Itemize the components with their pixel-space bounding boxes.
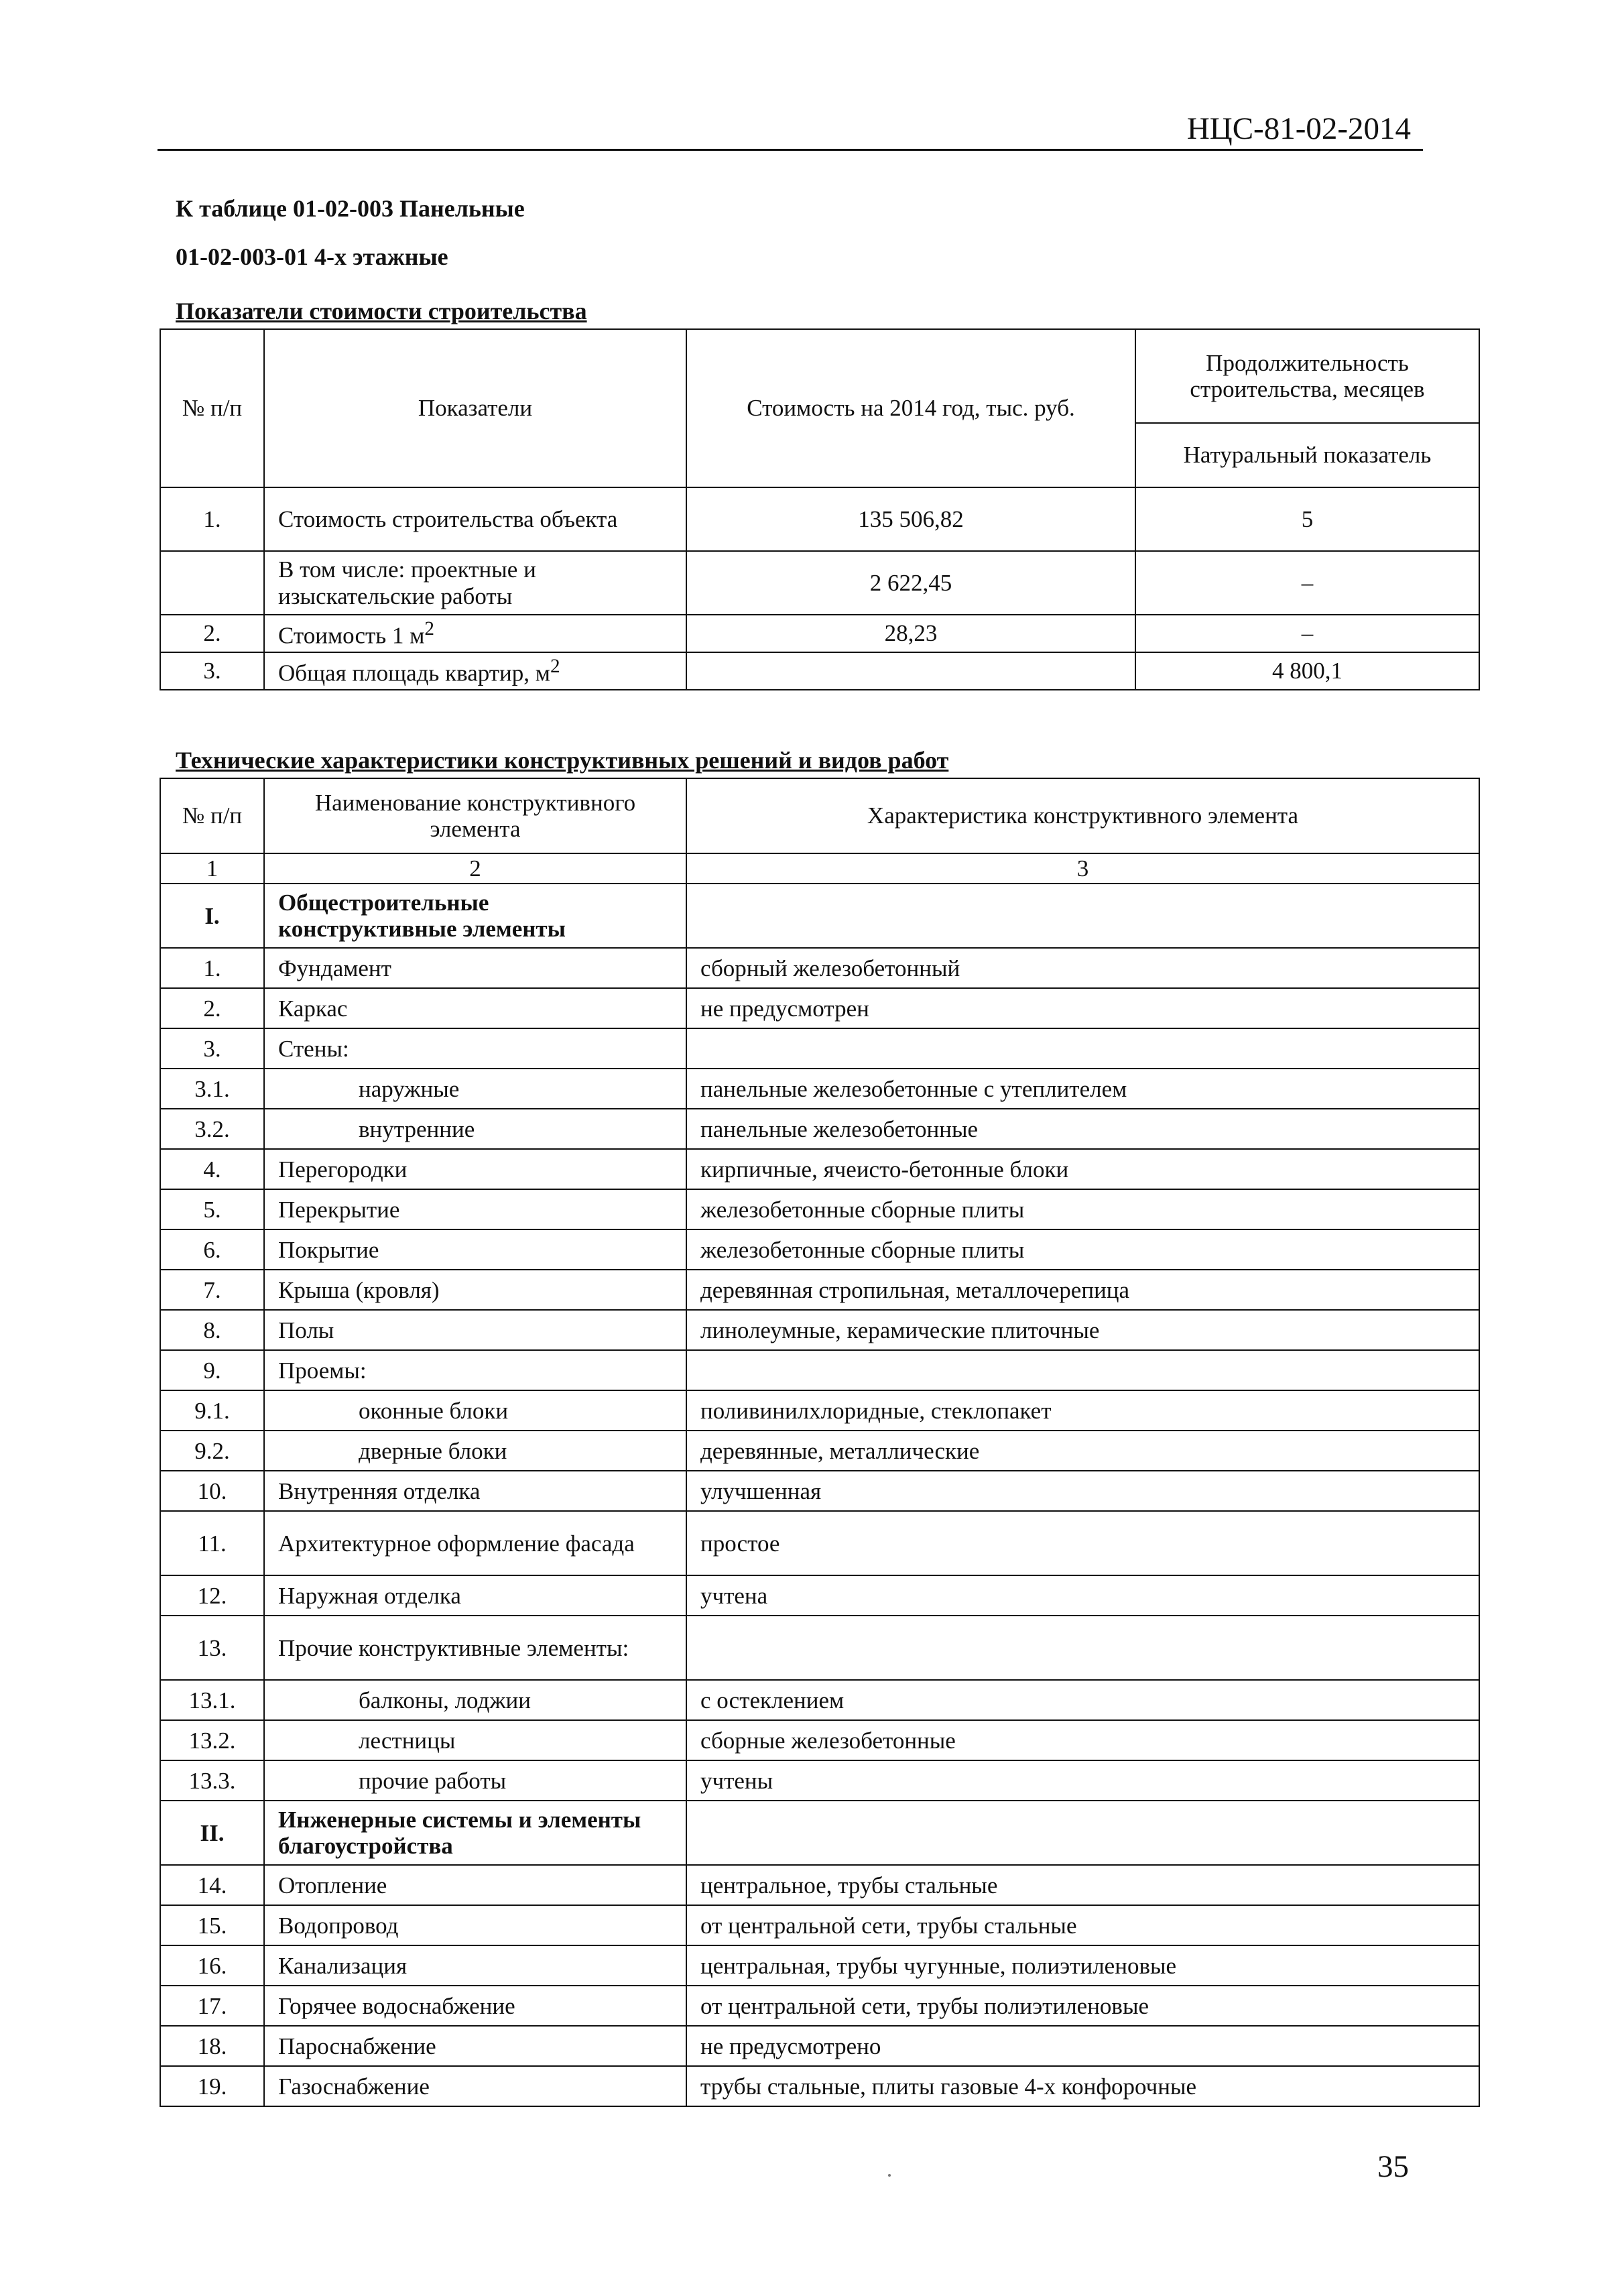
element-characteristic: не предусмотрено bbox=[686, 2026, 1479, 2066]
table-row bbox=[160, 487, 1479, 551]
element-name: Проемы: bbox=[264, 1350, 686, 1390]
section-row bbox=[160, 1801, 1479, 1865]
element-name: Внутренняя отделка bbox=[264, 1471, 686, 1511]
element-characteristic: простое bbox=[686, 1511, 1479, 1575]
element-characteristic bbox=[686, 884, 1479, 948]
row-number: 1. bbox=[160, 487, 264, 551]
element-name: наружные bbox=[264, 1069, 686, 1109]
row-number: 1. bbox=[160, 948, 264, 988]
element-name: внутренние bbox=[264, 1109, 686, 1149]
table-row bbox=[160, 652, 1479, 690]
scan-speck bbox=[888, 2174, 891, 2177]
element-name: Покрытие bbox=[264, 1229, 686, 1270]
indicator-label bbox=[264, 551, 686, 615]
row-number: 4. bbox=[160, 1149, 264, 1189]
natural-indicator-header: Натуральный показатель bbox=[1135, 423, 1479, 487]
table-row bbox=[160, 1471, 1479, 1511]
table-row bbox=[160, 615, 1479, 652]
table-reference-heading: К таблице 01-02-003 Панельные bbox=[176, 195, 525, 222]
table-row bbox=[160, 1028, 1479, 1069]
row-number: 13.2. bbox=[160, 1720, 264, 1760]
table-row bbox=[160, 948, 1479, 988]
element-name: Горячее водоснабжение bbox=[264, 1986, 686, 2026]
element-name: Газоснабжение bbox=[264, 2066, 686, 2106]
element-name: Каркас bbox=[264, 988, 686, 1028]
row-number: 8. bbox=[160, 1310, 264, 1350]
indicator-label bbox=[264, 615, 686, 652]
table-row bbox=[160, 988, 1479, 1028]
element-characteristic: поливинилхлоридные, стеклопакет bbox=[686, 1390, 1479, 1431]
row-number: 18. bbox=[160, 2026, 264, 2066]
table-row bbox=[160, 1149, 1479, 1189]
element-name: Инженерные системы и элементы благоустройства bbox=[264, 1801, 686, 1865]
element-name: Общестроительные конструктивные элементы bbox=[264, 884, 686, 948]
indicator-label-text: Общая площадь квартир, м bbox=[278, 660, 550, 686]
row-number: 3.1. bbox=[160, 1069, 264, 1109]
element-characteristic: линолеумные, керамические плиточные bbox=[686, 1310, 1479, 1350]
table-row bbox=[160, 1720, 1479, 1760]
row-number: 17. bbox=[160, 1986, 264, 2026]
cost-value: 28,23 bbox=[686, 615, 1135, 652]
num-header: № п/п bbox=[160, 329, 264, 487]
superscript: 2 bbox=[424, 618, 434, 640]
row-number: 7. bbox=[160, 1270, 264, 1310]
element-characteristic: деревянные, металлические bbox=[686, 1431, 1479, 1471]
row-number bbox=[160, 551, 264, 615]
column-number-row bbox=[160, 853, 1479, 884]
row-number: 3.2. bbox=[160, 1109, 264, 1149]
element-characteristic: от центральной сети, трубы стальные bbox=[686, 1905, 1479, 1945]
indicator-label-text: В том числе: проектные и изыскательские работы bbox=[278, 556, 536, 609]
row-number: 13. bbox=[160, 1616, 264, 1680]
cost-value: 2 622,45 bbox=[686, 551, 1135, 615]
element-characteristic: кирпичные, ячеисто-бетонные блоки bbox=[686, 1149, 1479, 1189]
table-header-row bbox=[160, 329, 1479, 423]
table-row bbox=[160, 1069, 1479, 1109]
element-name: Перекрытие bbox=[264, 1189, 686, 1229]
row-number: 6. bbox=[160, 1229, 264, 1270]
row-number: 13.1. bbox=[160, 1680, 264, 1720]
column-number: 1 bbox=[160, 853, 264, 884]
indicator-label bbox=[264, 487, 686, 551]
page-number: 35 bbox=[1377, 2149, 1409, 2184]
row-number: 3. bbox=[160, 1028, 264, 1069]
table-row bbox=[160, 2026, 1479, 2066]
element-name: лестницы bbox=[264, 1720, 686, 1760]
row-number: 5. bbox=[160, 1189, 264, 1229]
element-name: балконы, лоджии bbox=[264, 1680, 686, 1720]
indicator-header: Показатели bbox=[264, 329, 686, 487]
row-number: 2. bbox=[160, 988, 264, 1028]
element-name: Канализация bbox=[264, 1945, 686, 1986]
table-row bbox=[160, 1390, 1479, 1431]
table-row bbox=[160, 1229, 1479, 1270]
row-number: 14. bbox=[160, 1865, 264, 1905]
table-row bbox=[160, 1616, 1479, 1680]
header-rule bbox=[158, 149, 1423, 151]
table-header-row bbox=[160, 778, 1479, 853]
table-row bbox=[160, 1189, 1479, 1229]
row-number: 16. bbox=[160, 1945, 264, 1986]
row-number: 9.1. bbox=[160, 1390, 264, 1431]
document-code: НЦС-81-02-2014 bbox=[1186, 111, 1411, 146]
element-characteristic: сборный железобетонный bbox=[686, 948, 1479, 988]
duration-header: Продолжительность строительства, месяцев bbox=[1135, 329, 1479, 423]
row-number: 13.3. bbox=[160, 1760, 264, 1801]
element-characteristic: учтены bbox=[686, 1760, 1479, 1801]
table-row bbox=[160, 1760, 1479, 1801]
cost-header: Стоимость на 2014 год, тыс. руб. bbox=[686, 329, 1135, 487]
cost-value: 135 506,82 bbox=[686, 487, 1135, 551]
element-characteristic: трубы стальные, плиты газовые 4-х конфорочные bbox=[686, 2066, 1479, 2106]
natural-value: – bbox=[1135, 551, 1479, 615]
element-name: Фундамент bbox=[264, 948, 686, 988]
natural-value: 4 800,1 bbox=[1135, 652, 1479, 690]
element-characteristic: улучшенная bbox=[686, 1471, 1479, 1511]
row-number: II. bbox=[160, 1801, 264, 1865]
element-name: Наружная отделка bbox=[264, 1575, 686, 1616]
characteristic-header: Характеристика конструктивного элемента bbox=[686, 778, 1479, 853]
element-characteristic: не предусмотрен bbox=[686, 988, 1479, 1028]
row-number: 3. bbox=[160, 652, 264, 690]
element-characteristic: панельные железобетонные bbox=[686, 1109, 1479, 1149]
table-row bbox=[160, 1945, 1479, 1986]
num-header: № п/п bbox=[160, 778, 264, 853]
element-name: Прочие конструктивные элементы: bbox=[264, 1616, 686, 1680]
row-number: 2. bbox=[160, 615, 264, 652]
element-characteristic: панельные железобетонные с утеплителем bbox=[686, 1069, 1479, 1109]
column-number: 3 bbox=[686, 853, 1479, 884]
element-name: Пароснабжение bbox=[264, 2026, 686, 2066]
element-characteristic: железобетонные сборные плиты bbox=[686, 1229, 1479, 1270]
row-number: I. bbox=[160, 884, 264, 948]
row-number: 15. bbox=[160, 1905, 264, 1945]
tech-section-title: Технические характеристики конструктивных решений и видов работ bbox=[176, 747, 949, 774]
element-name-header: Наименование конструктивного элемента bbox=[264, 778, 686, 853]
row-number: 12. bbox=[160, 1575, 264, 1616]
element-characteristic: деревянная стропильная, металлочерепица bbox=[686, 1270, 1479, 1310]
cost-section-title: Показатели стоимости строительства bbox=[176, 298, 587, 324]
indicator-label-text: Стоимость строительства объекта bbox=[278, 505, 618, 532]
table-row bbox=[160, 1865, 1479, 1905]
element-characteristic: центральное, трубы стальные bbox=[686, 1865, 1479, 1905]
cost-value bbox=[686, 652, 1135, 690]
table-row bbox=[160, 1511, 1479, 1575]
table-row bbox=[160, 551, 1479, 615]
natural-value: 5 bbox=[1135, 487, 1479, 551]
table-row bbox=[160, 1905, 1479, 1945]
element-characteristic: учтена bbox=[686, 1575, 1479, 1616]
row-number: 19. bbox=[160, 2066, 264, 2106]
element-characteristic bbox=[686, 1350, 1479, 1390]
row-number: 9.2. bbox=[160, 1431, 264, 1471]
element-name: Водопровод bbox=[264, 1905, 686, 1945]
natural-value: – bbox=[1135, 615, 1479, 652]
element-name: прочие работы bbox=[264, 1760, 686, 1801]
element-characteristic: железобетонные сборные плиты bbox=[686, 1189, 1479, 1229]
element-characteristic bbox=[686, 1616, 1479, 1680]
superscript: 2 bbox=[550, 656, 560, 678]
element-name: Стены: bbox=[264, 1028, 686, 1069]
table-row bbox=[160, 1575, 1479, 1616]
column-number: 2 bbox=[264, 853, 686, 884]
element-characteristic bbox=[686, 1801, 1479, 1865]
element-name: оконные блоки bbox=[264, 1390, 686, 1431]
element-characteristic: от центральной сети, трубы полиэтиленовые bbox=[686, 1986, 1479, 2026]
element-characteristic bbox=[686, 1028, 1479, 1069]
table-row bbox=[160, 1350, 1479, 1390]
element-name: Отопление bbox=[264, 1865, 686, 1905]
row-number: 11. bbox=[160, 1511, 264, 1575]
table-row bbox=[160, 1310, 1479, 1350]
indicator-label bbox=[264, 652, 686, 690]
element-name: Перегородки bbox=[264, 1149, 686, 1189]
table-row bbox=[160, 1680, 1479, 1720]
element-name: Крыша (кровля) bbox=[264, 1270, 686, 1310]
element-name: Полы bbox=[264, 1310, 686, 1350]
row-number: 9. bbox=[160, 1350, 264, 1390]
table-row bbox=[160, 2066, 1479, 2106]
section-row bbox=[160, 884, 1479, 948]
element-name: Архитектурное оформление фасада bbox=[264, 1511, 686, 1575]
table-row bbox=[160, 1986, 1479, 2026]
element-characteristic: сборные железобетонные bbox=[686, 1720, 1479, 1760]
table-row bbox=[160, 1270, 1479, 1310]
element-name: дверные блоки bbox=[264, 1431, 686, 1471]
table-row bbox=[160, 1109, 1479, 1149]
tech-characteristics-table bbox=[160, 778, 1480, 2107]
element-characteristic: центральная, трубы чугунные, полиэтиленовые bbox=[686, 1945, 1479, 1986]
row-number: 10. bbox=[160, 1471, 264, 1511]
subtable-heading: 01-02-003-01 4-х этажные bbox=[176, 243, 448, 270]
element-characteristic: с остеклением bbox=[686, 1680, 1479, 1720]
table-row bbox=[160, 1431, 1479, 1471]
cost-indicators-table bbox=[160, 328, 1480, 690]
indicator-label-text: Стоимость 1 м bbox=[278, 622, 425, 649]
